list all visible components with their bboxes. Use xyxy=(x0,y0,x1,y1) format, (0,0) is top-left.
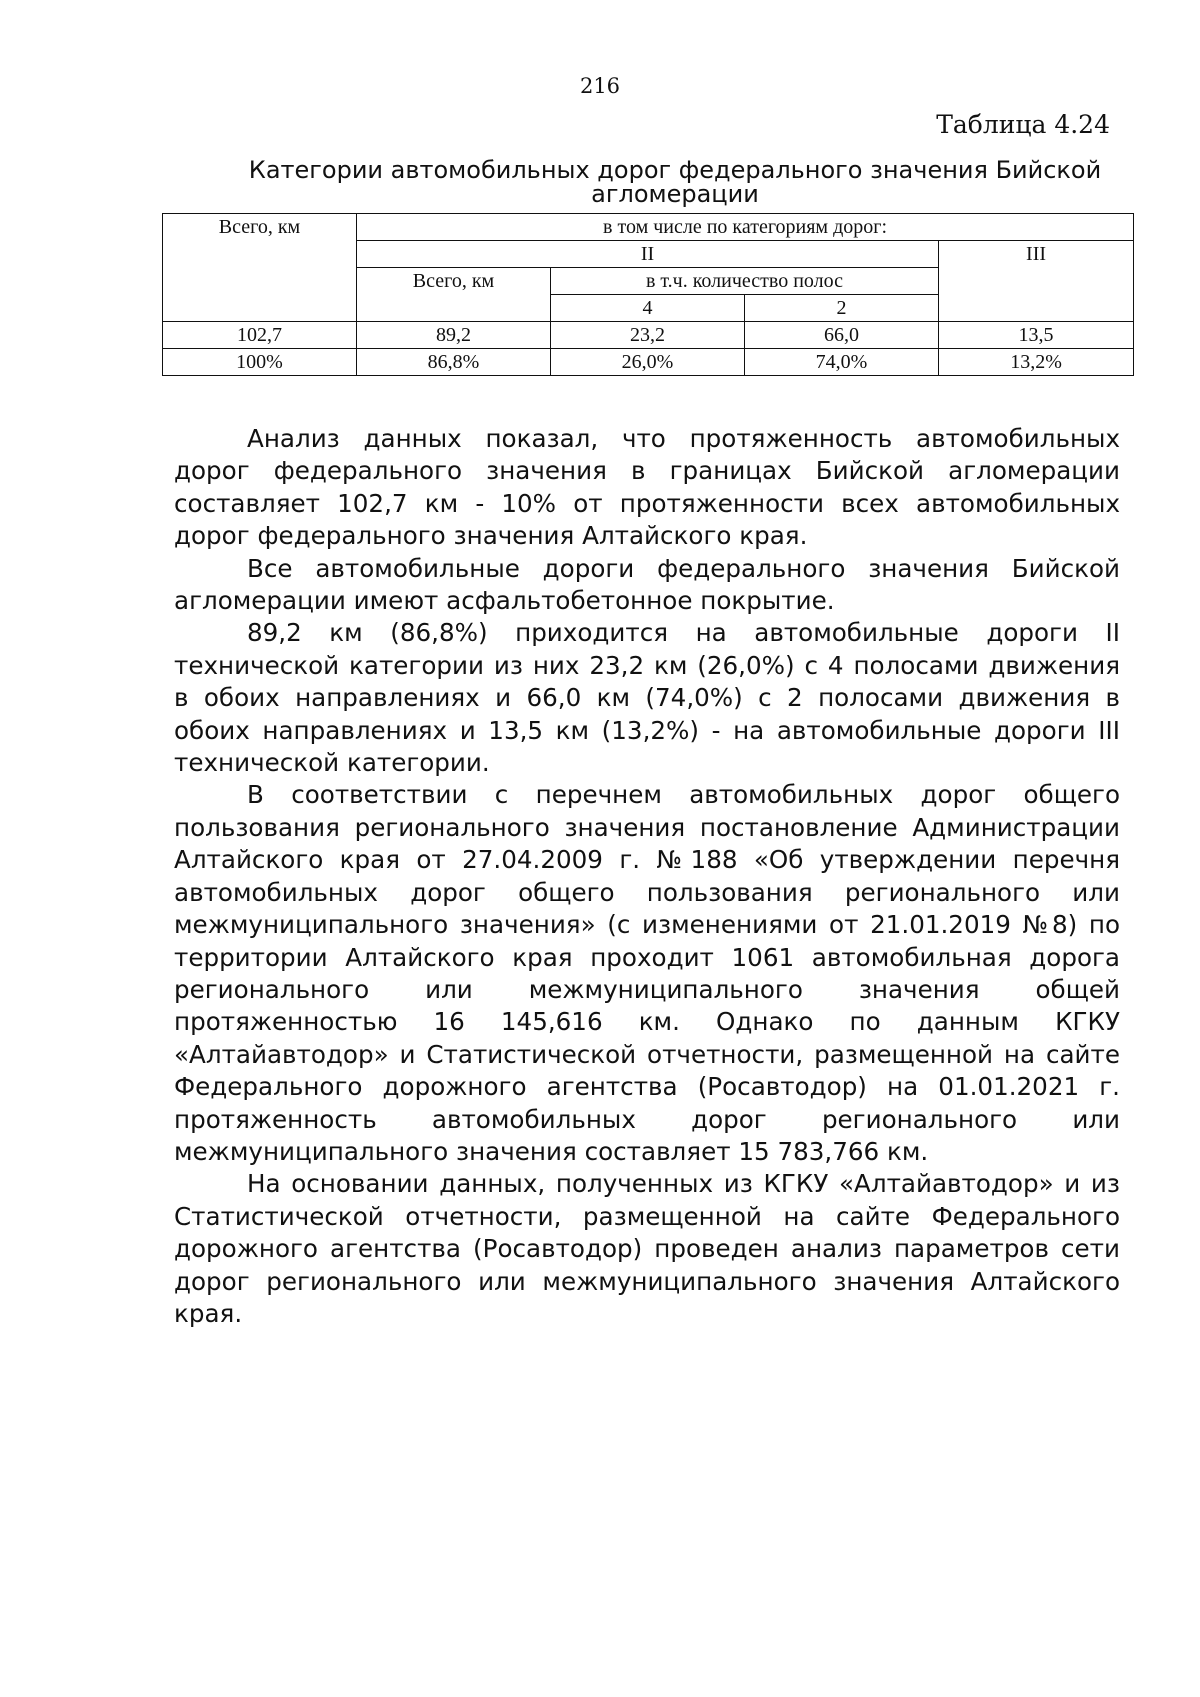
body-text xyxy=(174,423,1120,1330)
table-cell: 102,7 xyxy=(163,322,357,349)
table-cell: 13,2% xyxy=(939,349,1134,376)
table-row xyxy=(163,322,1134,349)
table-cell: 74,0% xyxy=(745,349,939,376)
header-lanes-count: в т.ч. количество полос xyxy=(551,268,939,295)
header-category-ii: II xyxy=(357,241,939,268)
table-row xyxy=(163,349,1134,376)
table-title: Категории автомобильных дорог федерального значения Бийской агломерации xyxy=(248,156,1102,208)
table-cell: 89,2 xyxy=(357,322,551,349)
header-by-categories: в том числе по категориям дорог: xyxy=(357,214,1134,241)
paragraph: В соответствии с перечнем автомобильных дорог общего пользования регионального значения постановление Администрации Алтайского края от 27.04.2009 г. №188 «Об утверждении перечня автомобильных дорог общего пользования регионального или межмуниципального значения» (с изменениями от 21.01.2019 №8) по территории Алтайского края проходит 1061 автомобильная дорога регионального или межмуниципального значения общей протяженностью 16 145,616 км. Однако по данным КГКУ «Алтайавтодор» и Статистической отчетности, размещенной на сайте Федерального дорожного агентства (Росавтодор) на 01.01.2021 г. протяженность автомобильных дорог регионального или межмуниципального значения составляет 15 783,766 км. xyxy=(174,780,1120,1166)
page-number: 216 xyxy=(579,74,621,98)
paragraph: Анализ данных показал, что протяженность автомобильных дорог федерального значения в границах Бийской агломерации составляет 102,7 км - 10% от протяженности всех автомобильных дорог федерального значения Алтайского края. xyxy=(174,424,1120,551)
road-categories-table xyxy=(162,213,1134,376)
header-lanes-2: 2 xyxy=(745,295,939,322)
table-cell: 100% xyxy=(163,349,357,376)
table-cell: 26,0% xyxy=(551,349,745,376)
header-category-iii: III xyxy=(939,241,1134,322)
table-label: Таблица 4.24 xyxy=(936,110,1110,139)
header-total-km: Всего, км xyxy=(163,214,357,322)
table-cell: 13,5 xyxy=(939,322,1134,349)
table-header-row xyxy=(163,214,1134,241)
paragraph: На основании данных, полученных из КГКУ «Алтайавтодор» и из Статистической отчетности, размещенной на сайте Федерального дорожного агентства (Росавтодор) проведен анализ параметров сети дорог регионального или межмуниципального значения Алтайского края. xyxy=(174,1169,1120,1328)
paragraph: Все автомобильные дороги федерального значения Бийской агломерации имеют асфальтобетонное покрытие. xyxy=(174,553,1120,616)
table-cell: 66,0 xyxy=(745,322,939,349)
table-cell: 86,8% xyxy=(357,349,551,376)
header-lanes-4: 4 xyxy=(551,295,745,322)
paragraph: 89,2 км (86,8%) приходится на автомобильные дороги II технической категории из них 23,2 км (26,0%) с 4 полосами движения в обоих направлениях и 66,0 км (74,0%) с 2 полосами движения в обоих направлениях и 13,5 км (13,2%) - на автомобильные дороги III технической категории. xyxy=(174,618,1120,778)
header-cat2-total-km: Всего, км xyxy=(357,268,551,322)
table-cell: 23,2 xyxy=(551,322,745,349)
